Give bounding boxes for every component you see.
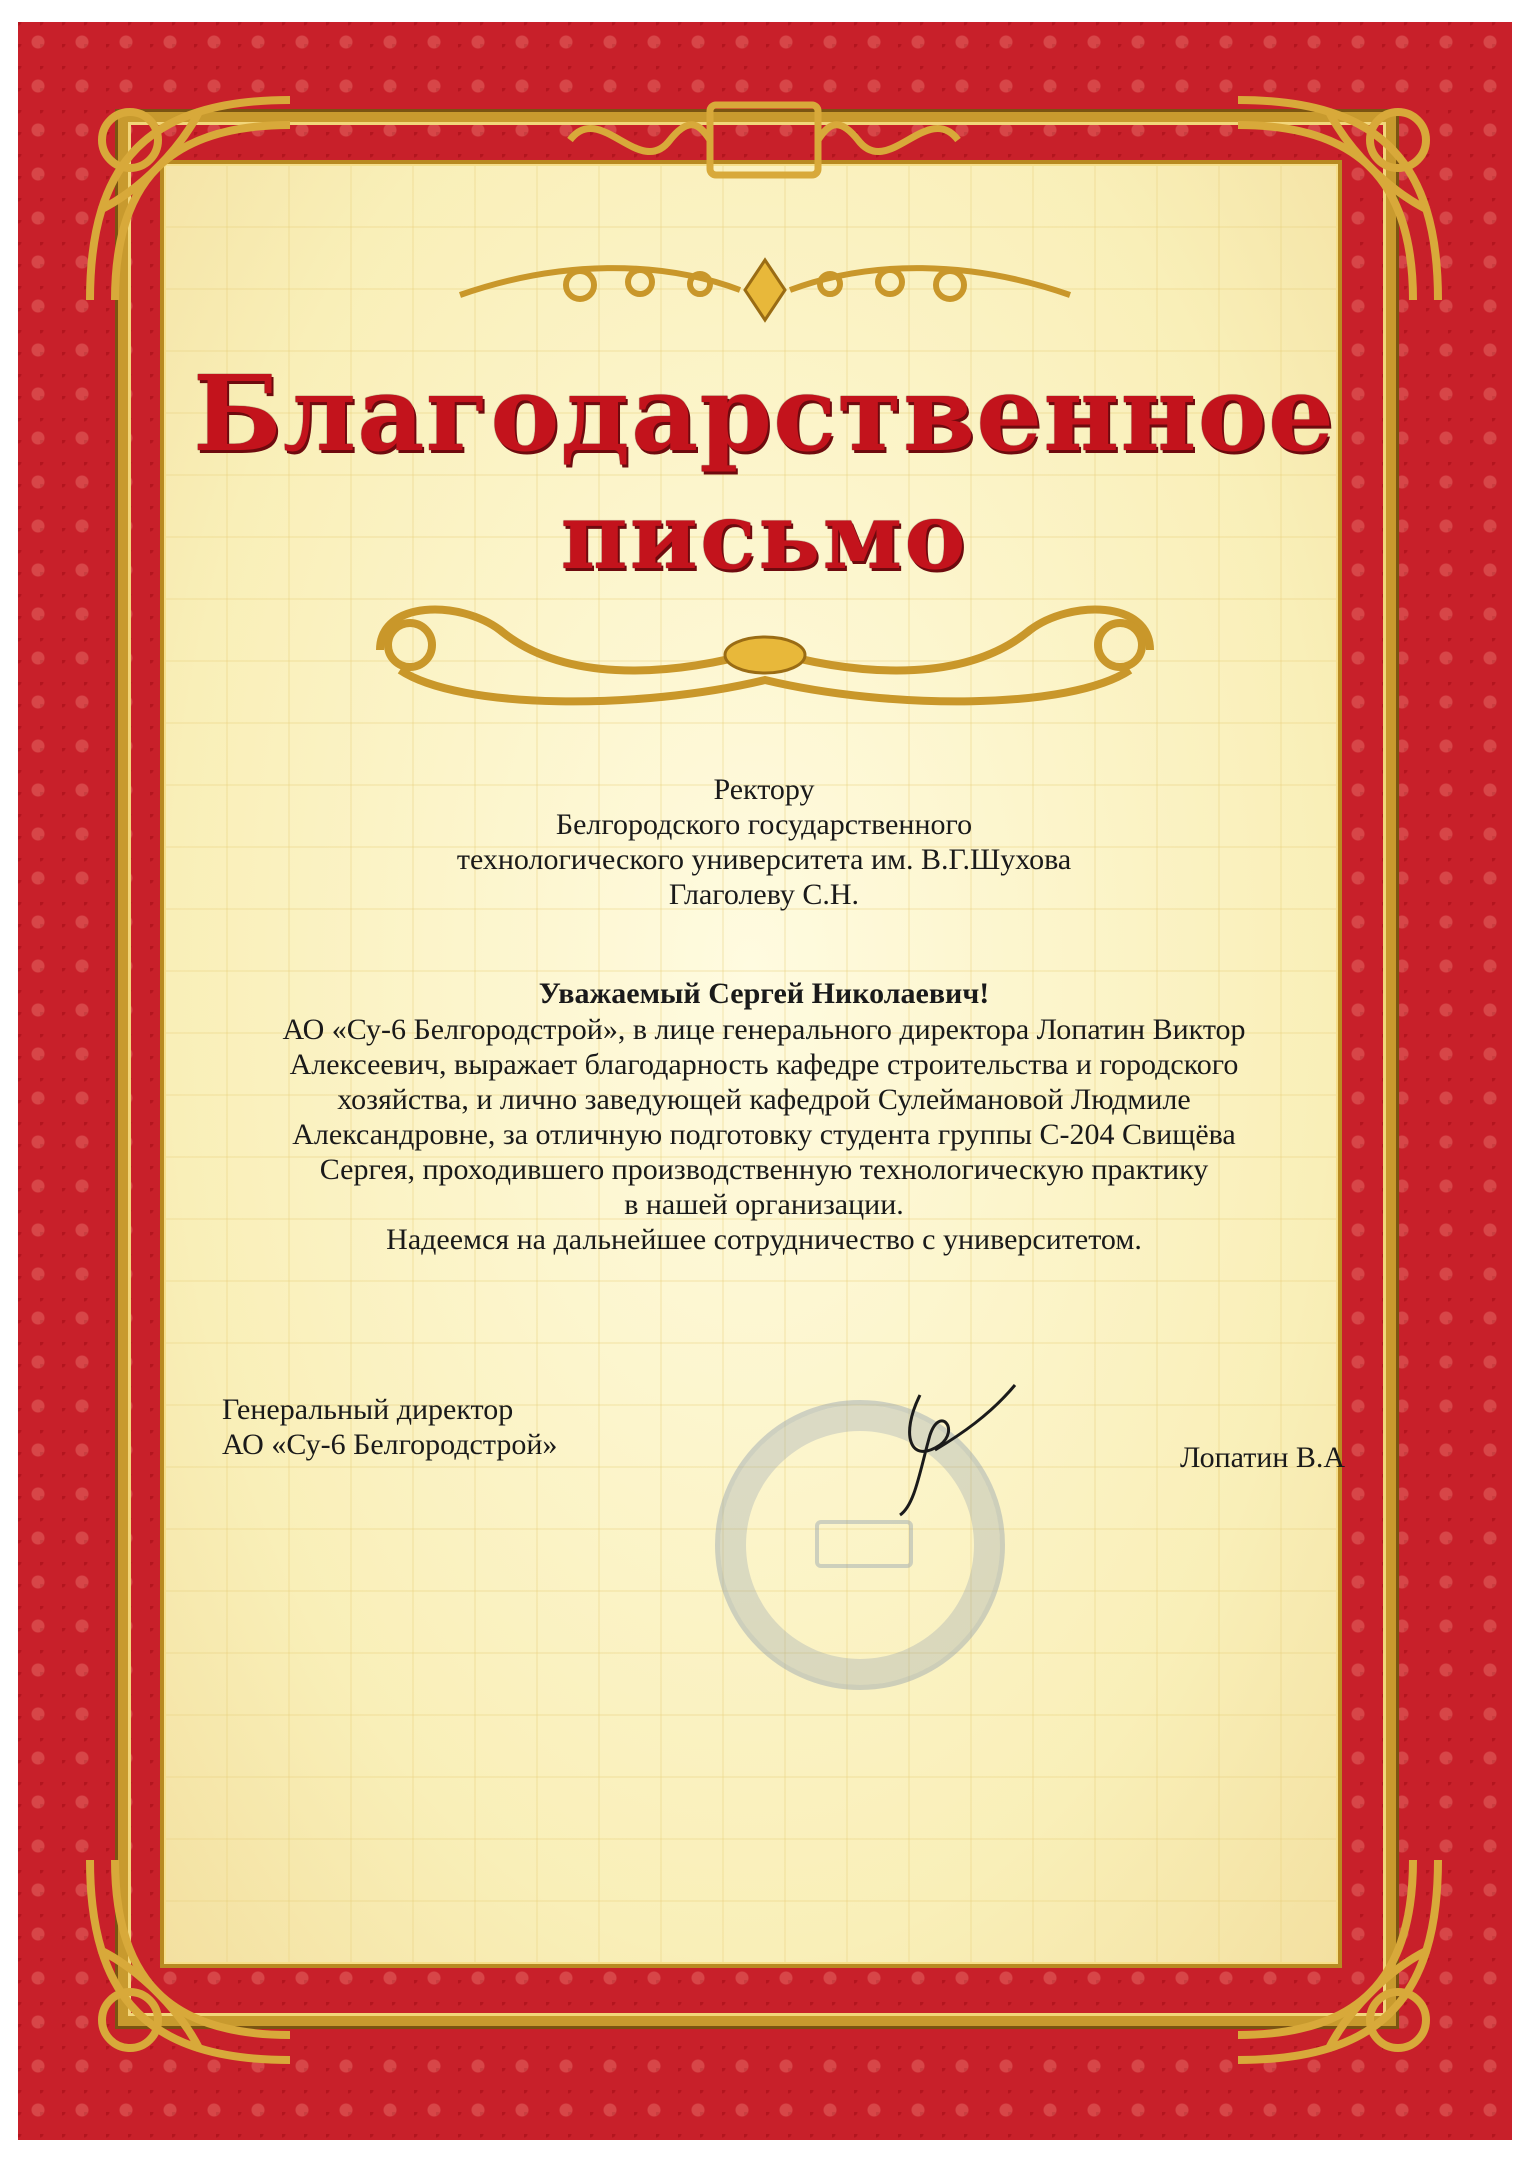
signature-icon — [880, 1375, 1020, 1525]
body-line: в нашей организации. — [624, 1188, 904, 1221]
signer-position: Генеральный директор — [222, 1393, 514, 1426]
greeting: Уважаемый Сергей Николаевич! — [538, 977, 990, 1010]
body-line: хозяйства, и лично заведующей кафедрой Сулеймановой Людмиле — [337, 1083, 1191, 1116]
corner-ornament-icon — [1208, 1830, 1468, 2090]
body-line: Сергея, проходившего производственную технологическую практику — [319, 1153, 1209, 1186]
address-line: Белгородского государственного — [555, 808, 973, 841]
address-line: Ректору — [713, 773, 815, 806]
certificate-title: Благодарственное — [192, 352, 1336, 475]
scroll-ornament-icon — [340, 580, 1190, 720]
letter-body — [0, 1012, 1528, 1257]
address-line: технологического университета им. В.Г.Шухова — [456, 843, 1072, 876]
corner-ornament-icon — [60, 70, 320, 330]
signer-name: Лопатин В.А — [1180, 1441, 1346, 1474]
signer-company: АО «Су-6 Белгородстрой» — [222, 1428, 558, 1461]
body-line: Алексеевич, выражает благодарность кафедре строительства и городского — [289, 1048, 1239, 1081]
certificate-subtitle: письмо — [560, 482, 968, 590]
body-line: Александровне, за отличную подготовку студента группы С-204 Свищёва — [292, 1118, 1236, 1151]
signer-position-block — [222, 1392, 557, 1462]
corner-ornament-icon — [60, 1830, 320, 2090]
body-line: Надеемся на дальнейшее сотрудничество с университетом. — [386, 1223, 1142, 1256]
scroll-ornament-icon — [440, 240, 1090, 330]
address-line: Глаголеву С.Н. — [668, 878, 860, 911]
body-line: АО «Су-6 Белгородстрой», в лице генерального директора Лопатин Виктор — [282, 1013, 1246, 1046]
knot-ornament-icon — [560, 95, 968, 185]
corner-ornament-icon — [1208, 70, 1468, 330]
addressee-block — [0, 772, 1528, 912]
